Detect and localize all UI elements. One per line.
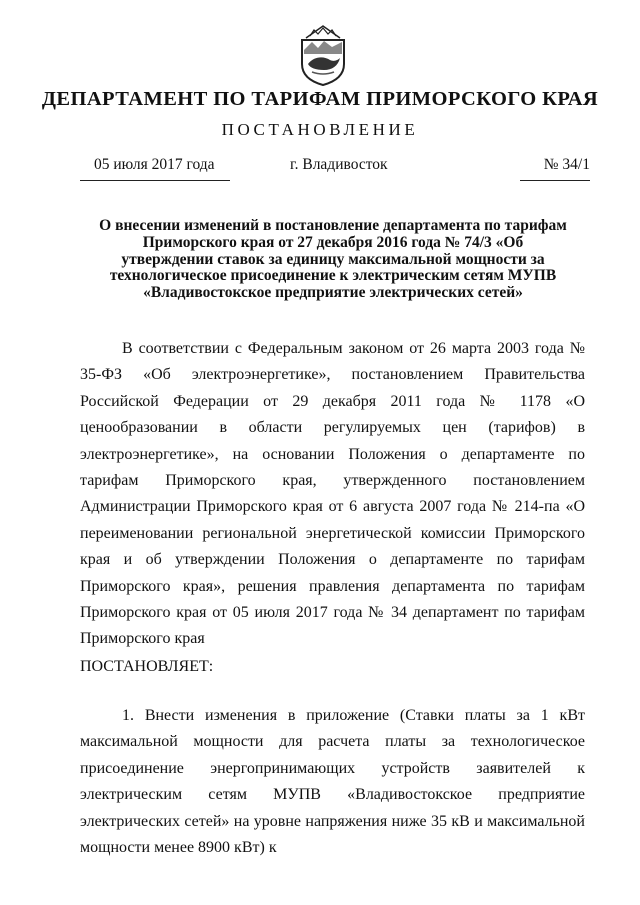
department-name: ДЕПАРТАМЕНТ ПО ТАРИФАМ ПРИМОРСКОГО КРАЯ <box>41 88 599 110</box>
preamble-paragraph: В соответствии с Федеральным законом от 26 марта 2003 года № 35-ФЗ «Об электроэнергетике», постановлением Правительства Российской Федерации от 29 декабря 2011 года № 1178 «О ценообразовании в области регулируемых цен (тарифов) в электроэнергетике», на основании Положения о департаменте по тарифам Приморского края, утвержденного постановлением Администрации Приморского края от 6 августа 2007 года № 214-па «О переименовании региональной энергетической комиссии Приморского края и об утверждении Положения о департаменте по тарифам Приморского края», решения правления департамента по тарифам Приморского края от 05 июля 2017 года № 34 департамент по тарифам Приморского края <box>80 340 585 648</box>
document-type: ПОСТАНОВЛЕНИЕ <box>221 120 419 139</box>
document-date: 05 июля 2017 года <box>80 156 230 181</box>
document-city: г. Владивосток <box>290 156 388 173</box>
coat-of-arms-icon <box>296 20 350 86</box>
item-1-paragraph: 1. Внести изменения в приложение (Ставки платы за 1 кВт максимальной мощности для расчета платы за технологическое присоединение энергопринимающих устройств заявителей к электрическим сетям МУПВ «Владивостокское предприятие электрических сетей» на уровне напряжения ниже 35 кВ и максимальной мощности менее 8900 кВт) к <box>80 707 585 857</box>
document-title: О внесении изменений в постановление департамента по тарифам Приморского края от 27 декабря 2016 года № 74/3 «Об утверждении ставок за единицу максимальной мощности за технологическое присоединение к электрическим сетям МУПВ «Владивостокское предприятие электрических сетей» <box>99 217 567 302</box>
resolves-heading: ПОСТАНОВЛЯЕТ: <box>80 658 214 675</box>
document-number: № 34/1 <box>520 156 590 181</box>
